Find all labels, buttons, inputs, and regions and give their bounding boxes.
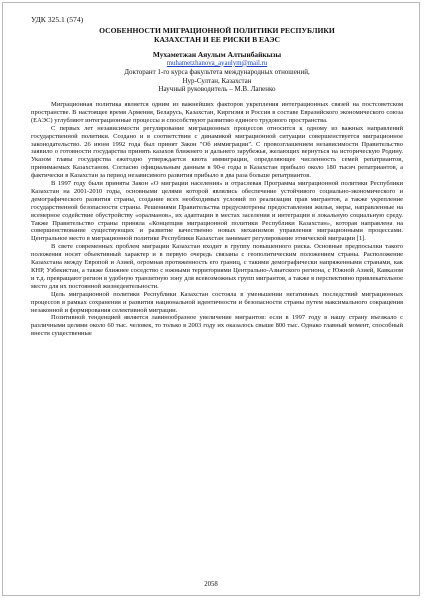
udk-code: УДК 325.1 (574) bbox=[31, 15, 84, 24]
article-title bbox=[31, 26, 403, 44]
paragraph: В свете современных проблем миграции Казахстан входит в группу повышенного риска. Основные предпосылки такого положения носят объективный характер и в первую очередь связаны с геополитическим положением страны. Расположение Казахстана между Европой и Азией, огромная протяженность его границ, с такими демографически напряженными странами, как КНР, Узбекистан, а также ближнее соседство с южными территориями Центрально-Азиатского региона, с Южной Азией, Кавказом и т.д. превращают регион в удобную транзитную зону для всевозможных групп мигрантов, а также в перспективно привлекательное место для их постоянной жизнедеятельности. bbox=[31, 243, 403, 290]
paragraph: Миграционная политика является одним из важнейших факторов укрепления интеграционных связей на постсоветском пространстве. В настоящее время Армения, Беларусь, Казахстан, Киргизия и Россия в составе Евразийского экономического союза (ЕАЭС) углубляют интеграционные процессы и способствуют развитию единого трудового пространства. bbox=[31, 100, 403, 124]
page-frame bbox=[2, 2, 420, 596]
author-name: Мухаметжан Аяулым Алтынбайкызы bbox=[152, 50, 282, 59]
author-position: Докторант 1-го курса факультета международных отношений, bbox=[124, 68, 310, 77]
author-block bbox=[31, 51, 403, 94]
title-line-2: КАЗАХСТАН И ЕЕ РИСКИ В ЕАЭС bbox=[153, 35, 281, 44]
paragraph: В 1997 году были приняты Закон «О миграции населения» и отраслевая Программа миграционной политики Республики Казахстан на 2001-2010 годы, основными целями которой являлись обеспечение устойчивого социально-экономического и демографического развития страны, создание всех необходимых условий по реализации прав мигрантов, а также укрепление государственной безопасности страны. Решениями Правительства предусмотрены предоставления жилья, меры, направленные на всемерное содействие обустройству «оралманов», их адаптации в местах заселения и интеграции в локальную социальную среду. Также Правительство страны приняла «Концепция миграционной политики Республики Казахстан», которая направлена на совершенствование существующих и развитие качественно новых механизмов управления миграционными процессами. Центральное место в миграционной политике Республики Казахстан занимает регулирование этнической миграции [1]. bbox=[31, 180, 403, 243]
paragraph: Позитивной тенденцией является лавинообразное увеличение мигрантов: если в 1997 году в нашу страну въезжало с различными целями около 60 тыс. человек, то только в 2003 году их оказалось свыше 800 тыс. Однако главный момент, способный внести существенные bbox=[31, 314, 403, 338]
page-number: 2058 bbox=[204, 581, 218, 588]
supervisor: Научный руководитель – М.В. Лапенко bbox=[158, 85, 276, 94]
paragraph: С первых лет независимости регулирование миграционных процессов относится к одному из важных направлений государственной политики. Создано и в соответствии с динамикой миграционной ситуации совершенствуется миграционное законодательство. 26 июня 1992 года был принят Закон "Об иммиграции". С провозглашением независимости Правительство заявило о готовности государства принять казахов ближнего и дальнего зарубежья, желающих вернуться на историческую Родину. Указом главы государства ежегодно утверждается квота иммиграции, определяющее численность семей репатриантов, принимаемых Казахстаном. Согласно официальным данным в 90-е годы в Казахстан прибыло около 180 тысяч репатриантов, а фактически в Казахстан за период независимого развития прибыло в два раза больше репатриантов. bbox=[31, 124, 403, 180]
article-body bbox=[31, 101, 403, 338]
paragraph: Цель миграционной политики Республики Казахстан состояла в уменьшении негативных последствий миграционных процессов в рамках сохранения и развития национальной идентичности и безопасности страны путем максимального сокращения незаконной и формирования селективной миграции. bbox=[31, 290, 403, 314]
title-line-1: ОСОБЕННОСТИ МИГРАЦИОННОЙ ПОЛИТИКИ РЕСПУБЛИКИ bbox=[99, 26, 335, 35]
document-page bbox=[31, 15, 403, 338]
author-email-link[interactable]: muhametzhanova_ayaulym@mail.ru bbox=[166, 59, 268, 67]
author-location: Нур-Султан, Казахстан bbox=[182, 76, 252, 85]
